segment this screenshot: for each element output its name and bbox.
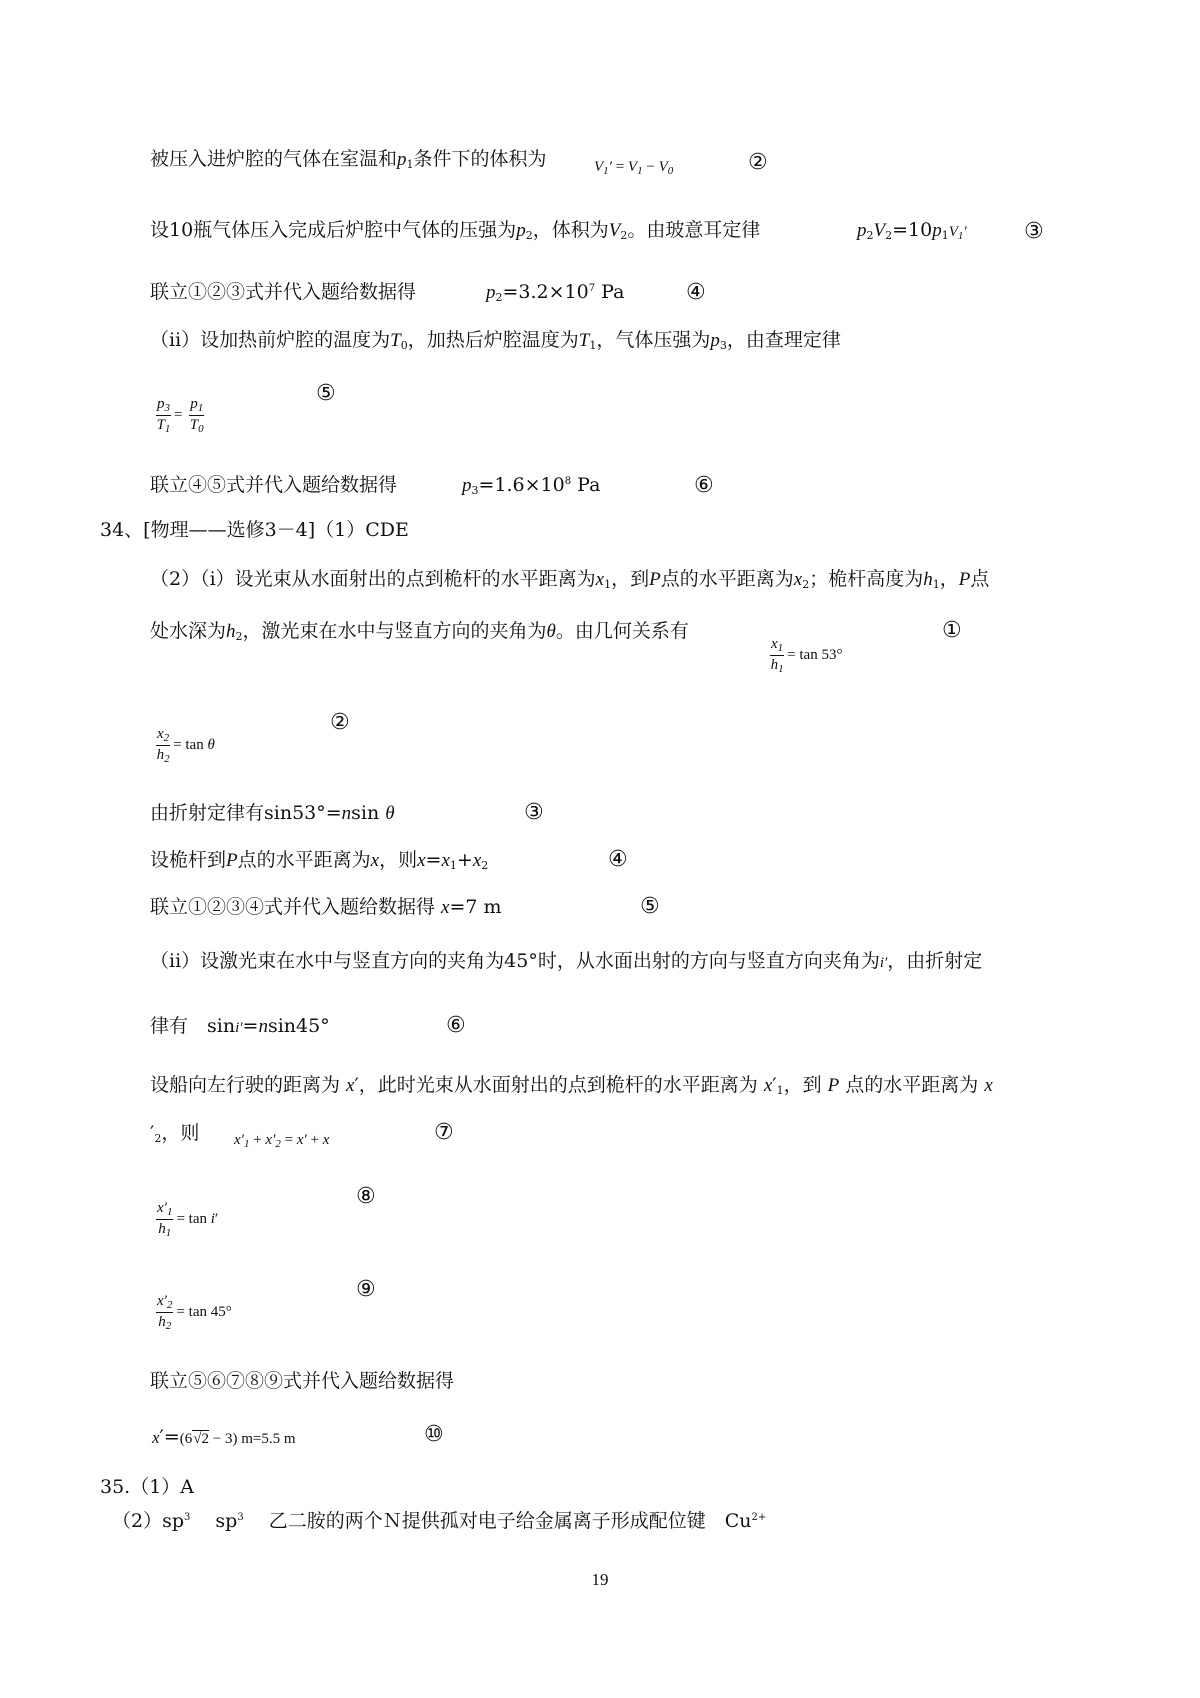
marker-2: ②: [748, 150, 768, 175]
marker-3b: ③: [524, 800, 544, 825]
equation-x1p-h1: $\frac{x'_1}{h_1}$ = tan i′: [157, 1200, 219, 1240]
marker-2b: ②: [330, 710, 350, 735]
equation-x-sum: $x'_1 + x'_2 = x' + x$: [234, 1132, 330, 1150]
equation-v1-prime: $V_1' = V_1 - V_0$: [594, 159, 674, 177]
marker-4: ④: [686, 280, 706, 305]
equation-p3: $p_3=1.6\times 10^8$ Pa: [462, 474, 601, 497]
marker-5b: ⑤: [640, 894, 660, 919]
marker-3: ③: [1024, 219, 1044, 244]
marker-10: ⑩: [424, 1422, 444, 1447]
marker-7: ⑦: [434, 1120, 454, 1145]
equation-x-prime-result: x′=(6√2 − 3) m=5.5 m: [152, 1426, 296, 1448]
line-refraction-45: 律有 sini′=nsin45°: [150, 1015, 330, 1037]
marker-6b: ⑥: [446, 1013, 466, 1038]
heading-question-34: 34、[物理——选修3－4]（1）CDE: [100, 519, 409, 541]
equation-p2: $p_2=3.2\times 10^7$ Pa: [486, 281, 625, 304]
line-combine-45: 联立④⑤式并代入题给数据得: [150, 474, 398, 496]
marker-4b: ④: [608, 847, 628, 872]
page-number: 19: [591, 1570, 609, 1589]
line-distance-x: 设桅杆到P点的水平距离为x，则$x=x_1+x_2$: [150, 849, 489, 872]
marker-6: ⑥: [694, 473, 714, 498]
marker-1: ①: [942, 618, 962, 643]
line-combine-56789: 联立⑤⑥⑦⑧⑨式并代入题给数据得: [150, 1370, 455, 1392]
marker-5: ⑤: [316, 381, 336, 406]
heading-question-35: 35.（1）A: [100, 1476, 195, 1498]
line-34-2-ii-setup: （ii）设激光束在水中与竖直方向的夹角为45°时，从水面出射的方向与竖直方向夹角为i′，由折射定: [150, 950, 983, 972]
equation-x2p-h2: $\frac{x'_2}{h_2}$ = tan 45°: [157, 1293, 232, 1333]
line-34-2-i-setup: （2）（i）设光束从水面射出的点到桅杆的水平距离为$x_1$，到P点的水平距离为$x_2$；桅杆高度为$h_1$，P点: [150, 568, 990, 591]
marker-8: ⑧: [356, 1184, 376, 1209]
equation-boyle: $p_2V_2=10p_1V_1'$: [857, 219, 967, 242]
line-refraction-law: 由折射定律有sin53°=nsin θ: [150, 802, 395, 824]
equation-x2-h2: $\frac{x_2}{h_2}$ = tan θ: [156, 726, 215, 766]
line-gas-volume: 被压入进炉腔的气体在室温和$p_1$条件下的体积为: [150, 148, 547, 171]
line-water-depth: 处水深为$h_2$，激光束在水中与竖直方向的夹角为θ。由几何关系有: [150, 620, 689, 643]
line-35-2: $(2)sp^3$ $sp^3$ 乙二胺的两个Ｎ提供孤对电子给金属离子形成配位键 $Cu^{2+}$: [112, 1510, 767, 1532]
line-ship-move: 设船向左行驶的距离为 x′，此时光束从水面射出的点到桅杆的水平距离为 $x'_1$，到 P 点的水平距离为 x: [150, 1074, 993, 1097]
line-then: $'_2$，则: [150, 1122, 200, 1145]
line-boyle-law: 设10瓶气体压入完成后炉腔中气体的压强为$p_2$，体积为$V_2$。由玻意耳定律: [150, 219, 761, 242]
line-charles-law: （ii）设加热前炉腔的温度为$T_0$，加热后炉腔温度为$T_1$，气体压强为$p_3$，由查理定律: [150, 329, 841, 352]
line-combine-123: 联立①②③式并代入题给数据得: [150, 281, 417, 303]
marker-9: ⑨: [356, 1277, 376, 1302]
equation-x1-h1: $\frac{x_1}{h_1}$ = tan 53°: [770, 636, 843, 676]
line-combine-1234: 联立①②③④式并代入题给数据得 x=7 m: [150, 896, 502, 918]
equation-p3-t1: $\frac{p_3}{T_1}$ = $\frac{p_1}{T_0}$: [156, 396, 204, 436]
